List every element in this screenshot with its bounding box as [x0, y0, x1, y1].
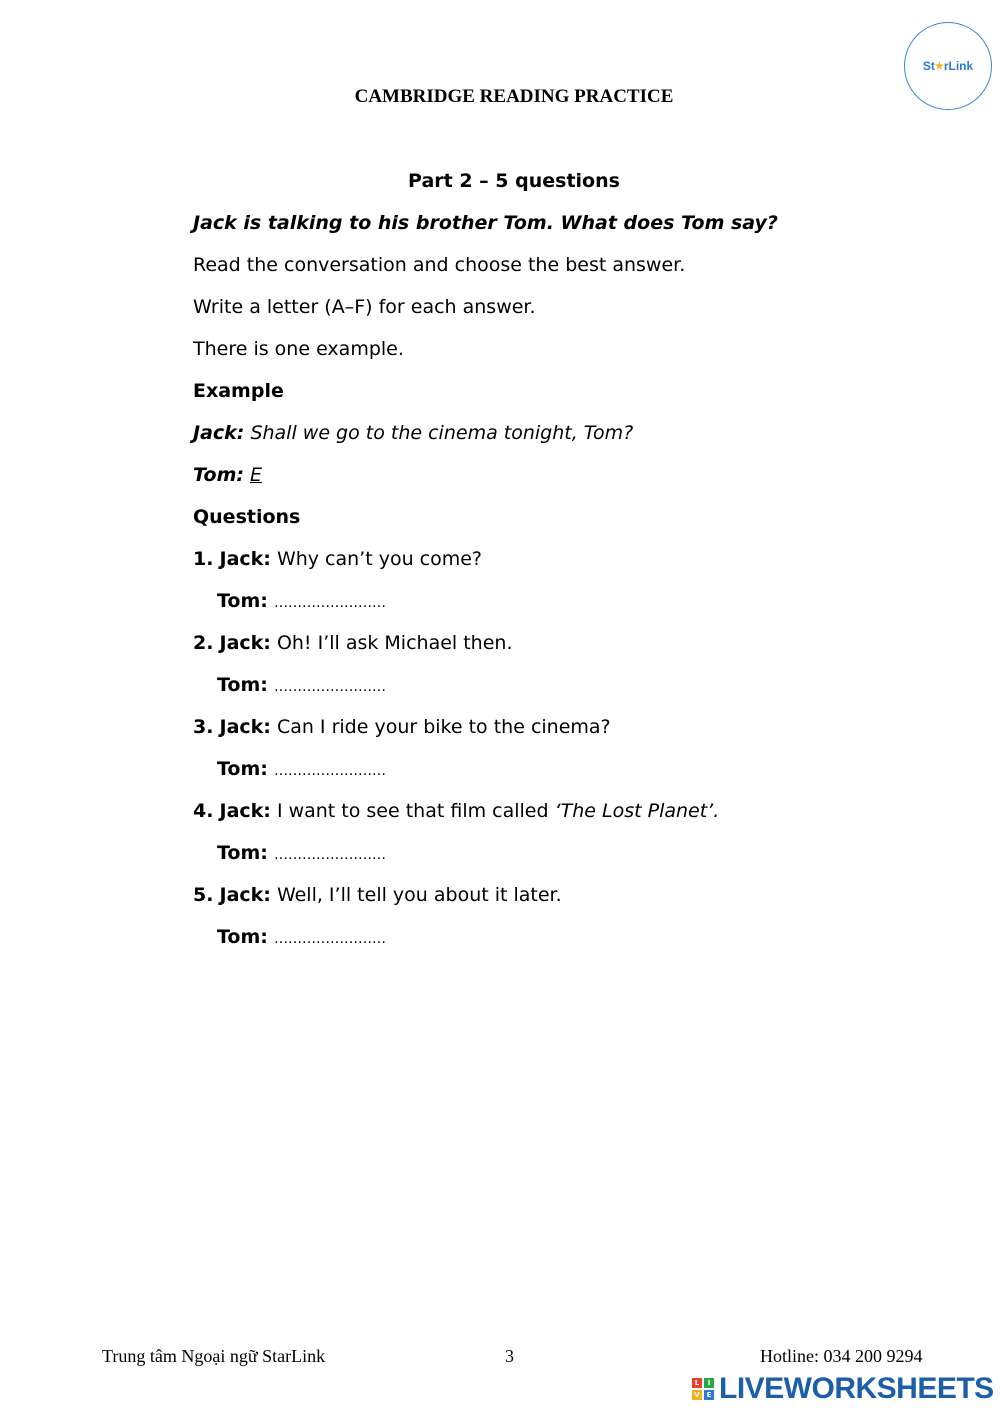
page-number: 3 — [505, 1346, 514, 1366]
speaker-label: Jack: — [219, 884, 271, 906]
instruction-line: Write a letter (A–F) for each answer. — [193, 296, 536, 318]
speaker-label: Tom: — [217, 590, 268, 612]
question-text: Why can’t you come? — [276, 548, 483, 570]
question-row — [193, 716, 611, 738]
liveworksheets-text: LIVEWORKSHEETS — [719, 1372, 994, 1405]
grid-cell: L — [692, 1378, 702, 1388]
speaker-label: Tom: — [217, 758, 268, 780]
film-title: ‘The Lost Planet’. — [554, 800, 720, 822]
speaker-label: Jack: — [193, 422, 245, 444]
question-text: Can I ride your bike to the cinema? — [276, 716, 611, 738]
logo-text-end: rLink — [943, 59, 974, 73]
logo-text-start: St — [922, 59, 935, 73]
question-text: Well, I’ll tell you about it later. — [276, 884, 562, 906]
answer-row — [217, 674, 386, 696]
question-row — [193, 800, 719, 822]
answer-blank[interactable]: …………………… — [273, 931, 386, 947]
starlink-logo — [904, 22, 992, 110]
example-jack-text: Shall we go to the cinema tonight, Tom? — [250, 422, 634, 444]
speaker-label: Tom: — [217, 842, 268, 864]
question-row — [193, 548, 482, 570]
answer-row — [217, 590, 386, 612]
answer-blank[interactable]: …………………… — [273, 679, 386, 695]
example-jack-line — [193, 422, 633, 444]
main-instruction: Jack is talking to his brother Tom. What does Tom say? — [193, 212, 778, 234]
document-header-title: CAMBRIDGE READING PRACTICE — [354, 86, 674, 107]
instruction-line: There is one example. — [193, 338, 404, 360]
example-answer: E — [250, 464, 263, 486]
answer-row — [217, 926, 386, 948]
answer-row — [217, 842, 386, 864]
answer-blank[interactable]: …………………… — [273, 763, 386, 779]
instruction-line: Read the conversation and choose the best answer. — [193, 254, 686, 276]
speaker-label: Jack: — [219, 800, 271, 822]
grid-cell: I — [704, 1378, 714, 1388]
question-number: 5. — [193, 884, 214, 906]
question-row — [193, 632, 513, 654]
answer-blank[interactable]: …………………… — [273, 595, 386, 611]
speaker-label: Tom: — [217, 926, 268, 948]
footer-center-name: Trung tâm Ngoại ngữ StarLink — [102, 1346, 326, 1366]
part-title: Part 2 – 5 questions — [408, 170, 620, 192]
question-text: Oh! I’ll ask Michael then. — [276, 632, 513, 654]
liveworksheets-grid-icon — [692, 1378, 714, 1400]
question-number: 1. — [193, 548, 214, 570]
answer-row — [217, 758, 386, 780]
grid-cell: V — [692, 1390, 702, 1400]
example-tom-line — [193, 464, 262, 486]
speaker-label: Jack: — [219, 548, 271, 570]
liveworksheets-watermark — [692, 1374, 994, 1404]
question-row — [193, 884, 562, 906]
question-text: I want to see that film called — [276, 800, 555, 822]
question-number: 3. — [193, 716, 214, 738]
speaker-label: Jack: — [219, 632, 271, 654]
questions-heading: Questions — [193, 506, 301, 528]
speaker-label: Tom: — [193, 464, 244, 486]
grid-cell: E — [704, 1390, 714, 1400]
question-number: 4. — [193, 800, 214, 822]
speaker-label: Tom: — [217, 674, 268, 696]
speaker-label: Jack: — [219, 716, 271, 738]
answer-blank[interactable]: …………………… — [273, 847, 386, 863]
example-heading: Example — [193, 380, 284, 402]
question-number: 2. — [193, 632, 214, 654]
star-icon: ★ — [934, 60, 944, 72]
footer-hotline: Hotline: 034 200 9294 — [760, 1346, 923, 1366]
